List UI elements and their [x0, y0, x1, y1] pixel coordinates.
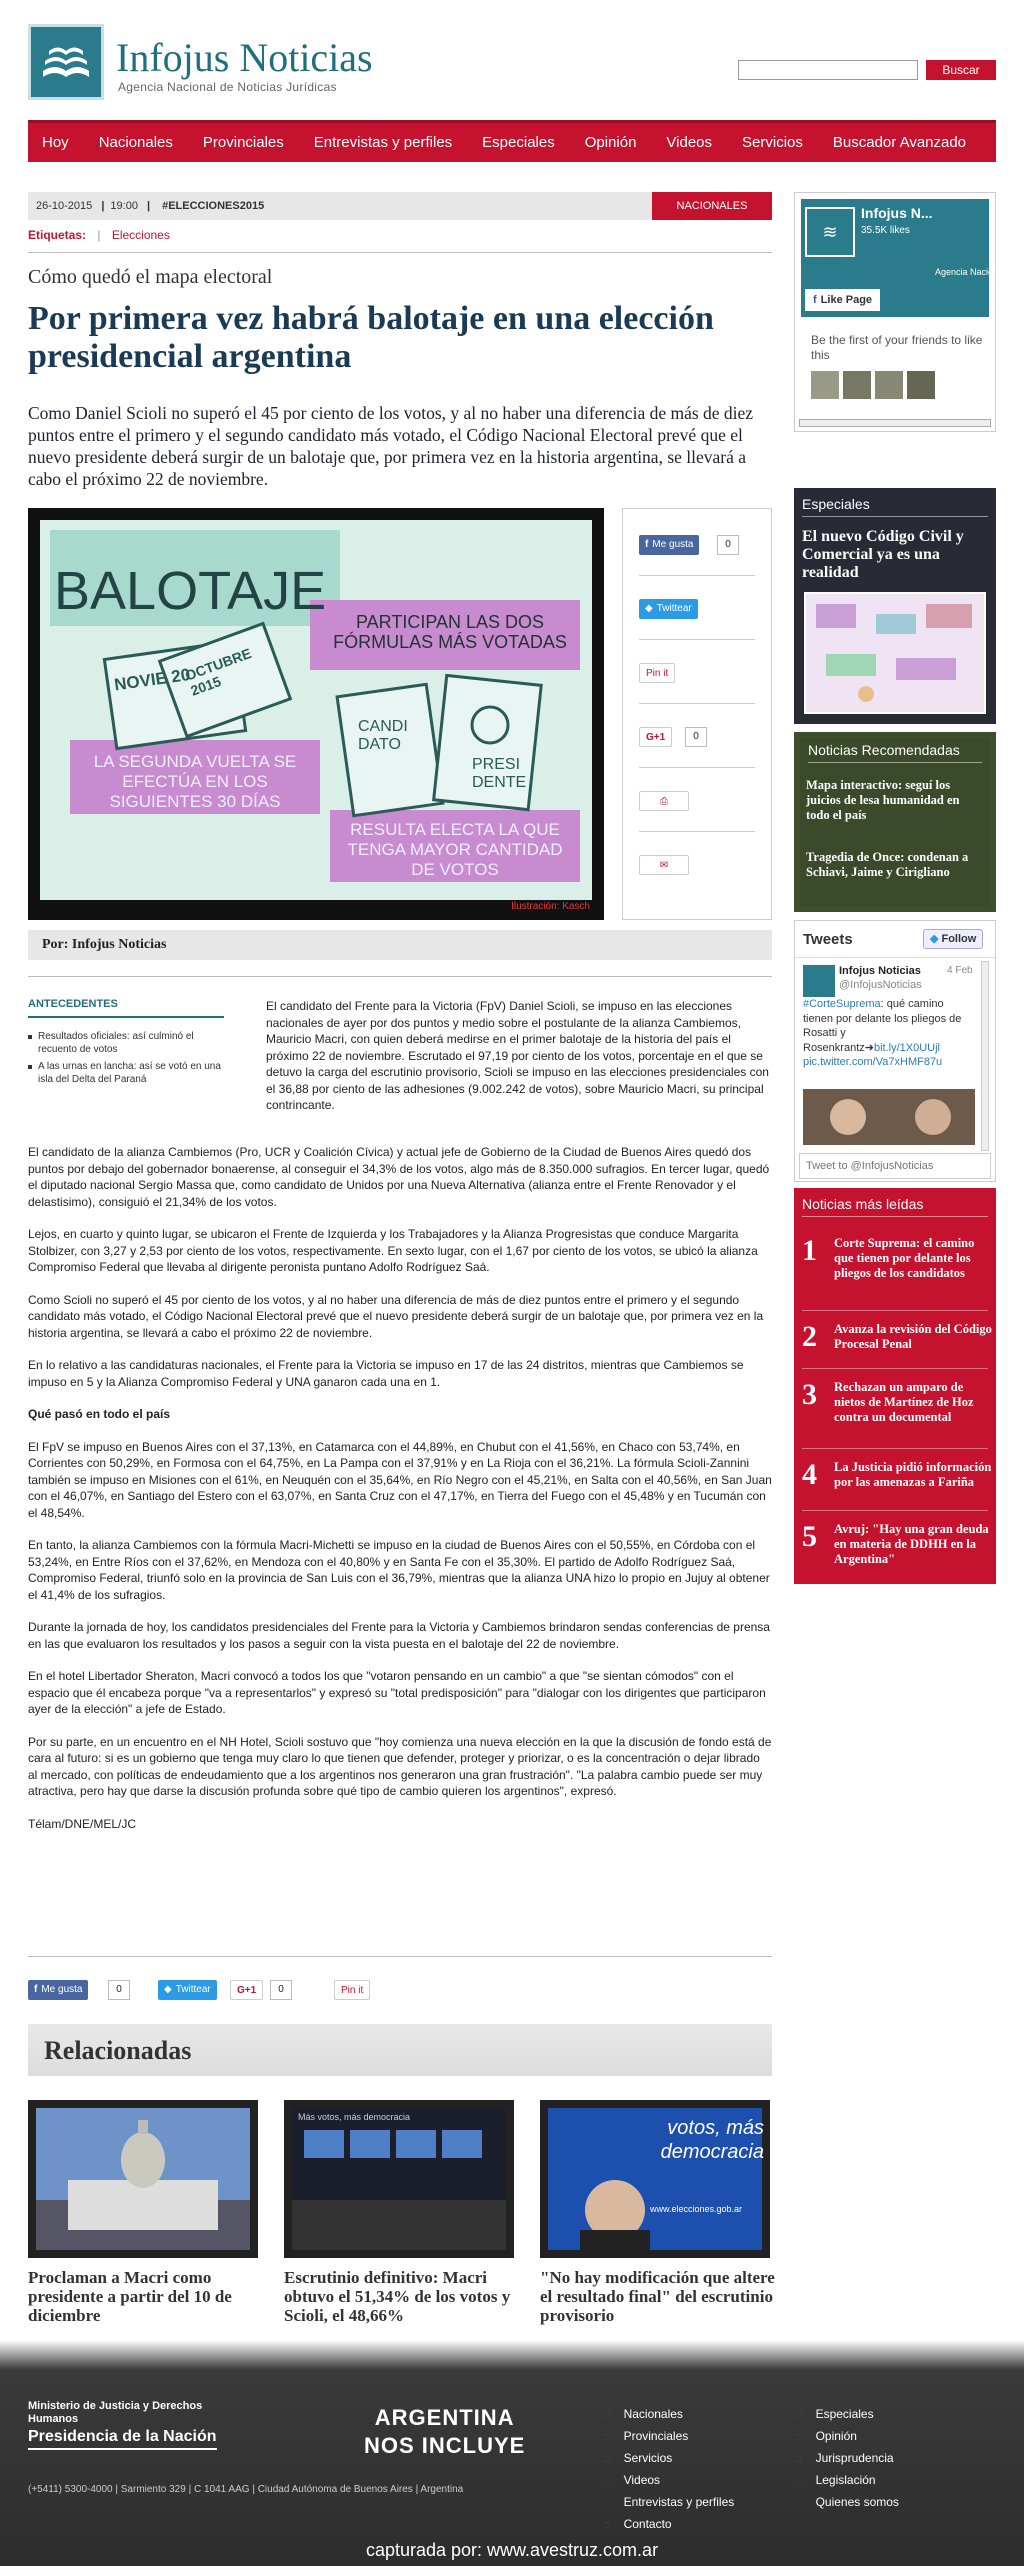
gplus-button-bottom[interactable]: G+1 [230, 1980, 263, 2000]
fb-like-label: Me gusta [652, 539, 694, 550]
divider [639, 767, 755, 768]
gplus-count: 0 [270, 1980, 292, 2000]
article-paragraph: Lejos, en cuarto y quinto lugar, se ubicaron el Frente de Izquierda y los Trabajadores y la Alianza Progresistas que conduce Margarita Stolbizer, con 3,27 y 2,53 por ciento de los votos, respectivamente. En sexto lugar, con el 1,67 por ciento de los votos, se ubicó la alianza Compromiso Federal que llevaba al dirigente peronista puntano Adolfo Rodríguez Saá. [28, 1227, 758, 1274]
tags-row: Etiquetas: | Elecciones [28, 228, 170, 242]
facebook-icon: f [645, 539, 649, 550]
fb-agency: Agencia Nacional de N [935, 267, 1027, 277]
logo-title: Infojus Noticias [116, 35, 373, 80]
antecedentes-list [28, 1030, 228, 1090]
illustration-box3: RESULTA ELECTA LA QUE TENGA MAYOR CANTIDAD DE VOTOS [347, 820, 563, 879]
mas-leidas-number: 5 [802, 1520, 817, 1553]
mas-leidas-title: Corte Suprema: el camino que tienen por delante los pliegos de los candidatos [834, 1236, 975, 1280]
illustration-card1: CANDI DATO [358, 718, 408, 753]
tweets-scrollbar[interactable] [981, 961, 989, 1151]
capture-credit: capturada por: www.avestruz.com.ar [365, 2540, 659, 2560]
related-caption-3[interactable]: "No hay modificación que altere el resultado final" del escrutinio provisorio [540, 2268, 775, 2325]
related-image-3-overlay: votos, más democracia [660, 2117, 764, 2163]
divider [802, 1510, 988, 1511]
mas-leidas-title: Rechazan un amparo de nietos de Martínez de Hoz contra un documental [834, 1380, 974, 1424]
article-paragraph: Durante la jornada de hoy, los candidatos presidenciales del Frente para la Victoria y Cambiemos brindaron sendas conferencias de prensa en las que evaluaron los resultados y los pasos a seguir con la vista puesta en el balotaje del 22 de noviembre. [28, 1620, 770, 1651]
footer-link[interactable]: :: Nacionales [604, 2404, 734, 2426]
gplus-button[interactable]: G+1 [639, 727, 672, 747]
tweet-pic-link[interactable]: pic.twitter.com/Va7xHMF87u [803, 1056, 943, 1068]
facebook-icon: f [813, 294, 817, 306]
article-lead: Como Daniel Scioli no superó el 45 por ciento de los votos, y al no haber una diferencia de más de diez puntos entre el primero y el segundo candidato más votado, el Código Nacional Electoral prevé que el nuevo presidente deberá surgir de un balotaje que, por primera vez en la historia argentina, se llevará a cabo el próximo 22 de noviembre. [28, 403, 754, 489]
article-kicker: Cómo quedó el mapa electoral [28, 266, 273, 288]
pin-it-button[interactable]: Pin it [639, 663, 675, 683]
nav-item-entrevistas[interactable]: Entrevistas y perfiles [313, 134, 453, 151]
footer-link[interactable]: :: Legislación [796, 2470, 899, 2492]
footer-slogan-line1: ARGENTINA [374, 2405, 515, 2430]
article-body [28, 1144, 772, 1848]
nav-item-buscador[interactable]: Buscador Avanzado [832, 134, 967, 151]
mas-leidas-title: La Justicia pidió información por las amenazas a Fariña [834, 1460, 992, 1489]
fb-like-label: Me gusta [41, 1984, 83, 1995]
article-first-paragraph: El candidato del Frente para la Victoria (FpV) Daniel Scioli, se impuso en las elecciones nacionales de ayer por dos puntos y medio sobre el postulante de la alianza Cambiemos, Mauricio Macri, con quien deberá medirse en el primer balotaje de la historia del país el próximo 22 de noviembre. Escrutado el 97,19 por ciento de los votos, porcentaje en el que se detuvo la carga del escrutinio provisorio, Scioli se impuso en las elecciones presidenciales con el 36,88 por ciento de las adhesiones (9.002.242 de votos), sobre Mauricio Macri, su principal contrincante. [266, 999, 769, 1112]
related-caption-2[interactable]: Escrutinio definitivo: Macri obtuvo el 51,34% de los votos y Scioli, el 48,66% [284, 2268, 511, 2325]
fb-friends-avatars [811, 371, 941, 401]
balotaje-illustration [40, 520, 592, 900]
divider [802, 1310, 988, 1311]
mas-leidas-label: Noticias más leídas [802, 1196, 924, 1212]
follow-label: Follow [941, 933, 977, 945]
share-column [622, 508, 772, 920]
fb-like-count: 0 [108, 1980, 130, 2000]
tweet-author-name[interactable]: Infojus Noticias [839, 965, 921, 977]
section-badge[interactable]: NACIONALES [652, 192, 772, 220]
tweet-hashtag[interactable]: #CorteSuprema [803, 998, 881, 1010]
footer-slogan [364, 2404, 525, 2460]
article-byline: Por: Infojus Noticias [28, 930, 772, 960]
article-paragraph: El candidato de la alianza Cambiemos (Pro, UCR y Coalición Cívica) y actual jefe de Gobierno de la Ciudad de Buenos Aires quedó dos puntos por debajo del gobernador bonaerense, al conseguir el 34,3% de los votos, algo más de 8.350.000 sufragios. En tercer lugar, quedó el diputado nacional Sergio Massa que, como candidato de Unidos por una Nueva Alternativa (alianza entre el Frente Renovador y el delastisimo), consiguió el 21,34% de los votos. [28, 1145, 770, 1209]
especiales-widget[interactable] [794, 488, 996, 724]
illustration-box1: PARTICIPAN LAS DOS FÓRMULAS MÁS VOTADAS [333, 612, 567, 652]
facebook-icon: f [34, 1984, 38, 1995]
article-hashtag[interactable]: #ELECCIONES2015 [162, 200, 265, 212]
divider [795, 957, 995, 958]
image-credit: Ilustración: Kasch [511, 901, 590, 912]
twitter-avatar[interactable] [803, 965, 835, 997]
footer-link[interactable]: :: Quienes somos [796, 2492, 899, 2514]
divider [639, 639, 755, 640]
pin-it-button-bottom[interactable]: Pin it [334, 1980, 370, 2000]
site-logo[interactable] [28, 24, 408, 100]
fb-friends-text: Be the first of your friends to like this [811, 333, 983, 362]
divider [28, 976, 772, 977]
twitter-icon: ◆ [645, 603, 653, 614]
footer-link[interactable]: :: Contacto [604, 2514, 734, 2536]
article-paragraph: El FpV se impuso en Buenos Aires con el 37,13%, en Catamarca con el 44,89%, en Chubut con el 41,56%, en Chaco con 53,74%, en Corrientes con 50,29%, en Formosa con el 64,75%, en La Pampa con el 37,91% y en La Rioja con el 36,21%. La fórmula Scioli-Zannini también se impuso en Misiones con el 61%, en Neuquén con el 35,64%, en Río Negro con el 45,21%, en Salta con el 40,56%, en San Juan con el 46,07%, en Santiago del Estero con el 63,07%, en Santa Cruz con el 47,17%, en Tierra del Fuego con el 45,48% y en Tucumán con el 48,54%. [28, 1439, 772, 1520]
recomendada-item[interactable]: Tragedia de Once: condenan a Schiavi, Jaime y Cirigliano [806, 850, 969, 879]
antecedentes-link[interactable]: Resultados oficiales: así culminó el recuento de votos [28, 1030, 228, 1056]
facebook-widget [794, 192, 1027, 432]
recomendadas-label: Noticias Recomendadas [808, 742, 960, 758]
related-image-2[interactable] [284, 2100, 514, 2258]
antecedentes-link[interactable]: A las urnas en lancha: así se votó en una isla del Delta del Paraná [28, 1060, 228, 1086]
article-paragraph: En lo relativo a las candidaturas nacionales, el Frente para la Victoria se impuso en 17 de las 24 distritos, mientras que Cambiemos se impuso en 5 y la Alianza Compromiso Federal y UNA ganaron cada una en 1. [28, 1358, 744, 1389]
footer-link[interactable]: :: Servicios [604, 2448, 734, 2470]
related-caption-1[interactable]: Proclaman a Macri como presidente a partir del 10 de diciembre [28, 2268, 232, 2325]
illustration-calendar2: OCTUBRE 2015 [182, 644, 254, 699]
nav-item-videos[interactable]: Videos [666, 134, 713, 151]
tweet-label: Twittear [175, 1984, 211, 1995]
divider [639, 703, 755, 704]
tweet-to-input[interactable] [799, 1153, 991, 1179]
footer-link[interactable]: :: Videos [604, 2470, 734, 2492]
email-icon[interactable]: ✉ [639, 855, 689, 875]
mas-leidas-number: 3 [802, 1378, 817, 1411]
fb-avatar: ≋ [805, 207, 855, 257]
footer-links-col1 [604, 2404, 734, 2536]
mas-leidas-widget [794, 1188, 996, 1584]
book-logo-icon [28, 24, 104, 100]
mas-leidas-number: 4 [802, 1458, 817, 1491]
article-subhead: Qué pasó en todo el país [28, 1407, 171, 1421]
divider [639, 575, 755, 576]
fb-page-name[interactable]: Infojus N... [861, 205, 933, 221]
print-icon[interactable]: ⎙ [639, 791, 689, 811]
mas-leidas-number: 1 [802, 1234, 817, 1267]
footer-address: (+5411) 5300-4000 | Sarmiento 329 | C 1041 AAG | Ciudad Autónoma de Buenos Aires | Argentina [28, 2484, 464, 2495]
fb-like-page-label: Like Page [820, 294, 873, 306]
divider [802, 1448, 988, 1449]
antecedentes-rule [28, 1016, 224, 1018]
tweet-date[interactable]: 4 Feb [947, 965, 973, 976]
footer-slogan-line2: NOS INCLUYE [364, 2433, 526, 2458]
especiales-label: Especiales [802, 496, 870, 512]
nav-item-servicios[interactable]: Servicios [742, 134, 803, 151]
article-paragraph: En tanto, la alianza Cambiemos con la fórmula Macri-Michetti se impuso en la ciudad de Buenos Aires con el 50,55%, en Córdoba con el 53,24%, en Entre Ríos con el 37,62%, en Mendoza con el 40,80% y en Santa Fe con el 35,30%. El partido de Adolfo Rodríguez Saá, Compromiso Federal, triunfó solo en la provincia de San Luis con el 36,79%, mientras que la alianza UNA hizo lo propio en Jujuy al obtener el 41,4% de los sufragios. [28, 1538, 770, 1602]
tweet-label: Twittear [656, 603, 692, 614]
nav-item-opinion[interactable]: Opinión [584, 134, 637, 151]
gplus-count: 0 [685, 727, 707, 747]
article-paragraph: Por su parte, en un encuentro en el NH Hotel, Scioli sostuvo que "hoy comienza una nueva elección en la que la discusión de fondo está de cara al futuro: si es un gobierno que tenga muy claro lo que tienen que defender, proteger y priorizar, o es la concentración o dejar librado al mercado, con políticas de endeudamiento que a los argentinos nos generaron una gran frustración". "La palabra cambio puede ser muy atractiva, pero hay que darse la discusión profunda sobre qué tipo de cambio quieren los argentinos", expresó. [28, 1734, 772, 1798]
footer-link[interactable]: :: Opinión [796, 2426, 899, 2448]
fb-like-button-bottom[interactable] [28, 1980, 88, 2000]
fb-like-button[interactable] [639, 535, 699, 555]
tweet-text [803, 997, 973, 1070]
illustration-card2: PRESI DENTE [472, 756, 527, 791]
especiales-image [804, 592, 986, 714]
article-paragraph: En el hotel Libertador Sheraton, Macri convocó a todos los que "votaron pensando en un cambio" a que "se sientan cómodos" con el espacio que él encabeza porque "va a representarlos" y expresó su "total predisposición" para "dialogar con los dirigentes que participaron ayer de la elección" a jefe de Estado. [28, 1669, 766, 1716]
divider [639, 831, 755, 832]
search-input[interactable] [738, 60, 918, 80]
footer-link[interactable]: :: Jurisprudencia [796, 2448, 899, 2470]
nav-item-especiales[interactable]: Especiales [482, 134, 555, 151]
follow-button[interactable] [923, 929, 983, 949]
recomendadas-widget [794, 732, 996, 912]
footer-link[interactable]: :: Especiales [796, 2404, 899, 2426]
article-paragraph: Como Scioli no superó el 45 por ciento de los votos, y al no haber una diferencia de más de diez puntos entre el primero y el segundo candidato más votado, el Código Nacional Electoral prevé que el nuevo presidente deberá surgir de un balotaje que, por primera vez en la historia argentina, se llevará a cabo el próximo 22 de noviembre. [28, 1292, 764, 1340]
fb-scrollbar[interactable] [799, 419, 991, 427]
main-nav [28, 120, 996, 162]
article-time: 19:00 [110, 200, 138, 212]
fb-likes: 35.5K likes [861, 225, 910, 236]
twitter-icon: ◆ [164, 1984, 172, 1995]
footer-link[interactable]: :: Entrevistas y perfiles [604, 2492, 734, 2514]
article-signature: Télam/DNE/MEL/JC [28, 1816, 137, 1831]
mas-leidas-title: Avruj: "Hay una gran deuda en materia de DDHH en la Argentina" [834, 1522, 989, 1566]
article-meta: 26-10-2015 | 19:00 | #ELECCIONES2015 [28, 192, 772, 220]
nav-item-provinciales[interactable]: Provinciales [202, 134, 284, 151]
related-image-2-overlay: Más votos, más democracia [298, 2112, 411, 2122]
article-headline: Por primera vez habrá balotaje en una elección presidencial argentina [28, 300, 714, 375]
tweet-button-bottom[interactable] [158, 1980, 217, 2000]
article-image [28, 508, 604, 920]
twitter-icon: ◆ [930, 933, 939, 945]
tweet-body: : qué camino tienen por delante los pliegos de Rosatti y Rosenkrantz➜ [803, 998, 962, 1054]
recomendada-item[interactable]: Mapa interactivo: seguí los juicios de lesa humanidad en todo el país [806, 778, 960, 822]
antecedentes-title: ANTECEDENTES [28, 998, 118, 1010]
footer-links-col2 [796, 2404, 899, 2514]
mas-leidas-number: 2 [802, 1320, 817, 1353]
tweet-button[interactable] [639, 599, 698, 619]
especiales-title: El nuevo Código Civil y Comercial ya es una realidad [802, 528, 964, 581]
divider [802, 516, 988, 517]
related-title: Relacionadas [44, 2036, 192, 2065]
fb-like-page-button[interactable] [805, 289, 880, 311]
divider [802, 1216, 988, 1217]
nav-item-hoy[interactable]: Hoy [42, 134, 69, 151]
logo-subtitle: Agencia Nacional de Noticias Jurídicas [118, 80, 337, 94]
tweet-link[interactable]: bit.ly/1X0UUjl [873, 1041, 940, 1054]
related-image-3[interactable] [540, 2100, 770, 2258]
illustration-calendar1: NOVIE 20 [112, 665, 192, 695]
nav-item-nacionales[interactable]: Nacionales [98, 134, 173, 151]
related-image-3-url: www.elecciones.gob.ar [650, 2204, 743, 2214]
divider [28, 252, 772, 253]
illustration-box2: LA SEGUNDA VUELTA SE EFECTÚA EN LOS SIGUIENTES 30 DÍAS [93, 752, 297, 811]
divider [802, 1368, 988, 1369]
fb-like-count: 0 [717, 535, 739, 555]
footer-ministry[interactable]: Ministerio de Justicia y Derechos Humanos [28, 2400, 203, 2425]
divider [808, 762, 982, 763]
tweet-handle[interactable]: @InfojusNoticias [839, 979, 922, 991]
divider [28, 1956, 772, 1957]
related-image-1[interactable] [28, 2100, 258, 2258]
illustration-title: BALOTAJE [54, 561, 327, 621]
footer-link[interactable]: :: Provinciales [604, 2426, 734, 2448]
twitter-widget [794, 920, 996, 1182]
tags-label: Etiquetas: [28, 228, 87, 242]
search-button[interactable]: Buscar [926, 60, 996, 80]
tweets-label: Tweets [803, 931, 853, 948]
mas-leidas-title: Avanza la revisión del Código Procesal Penal [834, 1322, 992, 1351]
tag-link[interactable]: Elecciones [111, 228, 170, 242]
article-date: 26-10-2015 [36, 200, 93, 212]
tweet-image[interactable] [803, 1089, 975, 1145]
footer-presidency[interactable]: Presidencia de la Nación [28, 2428, 217, 2450]
